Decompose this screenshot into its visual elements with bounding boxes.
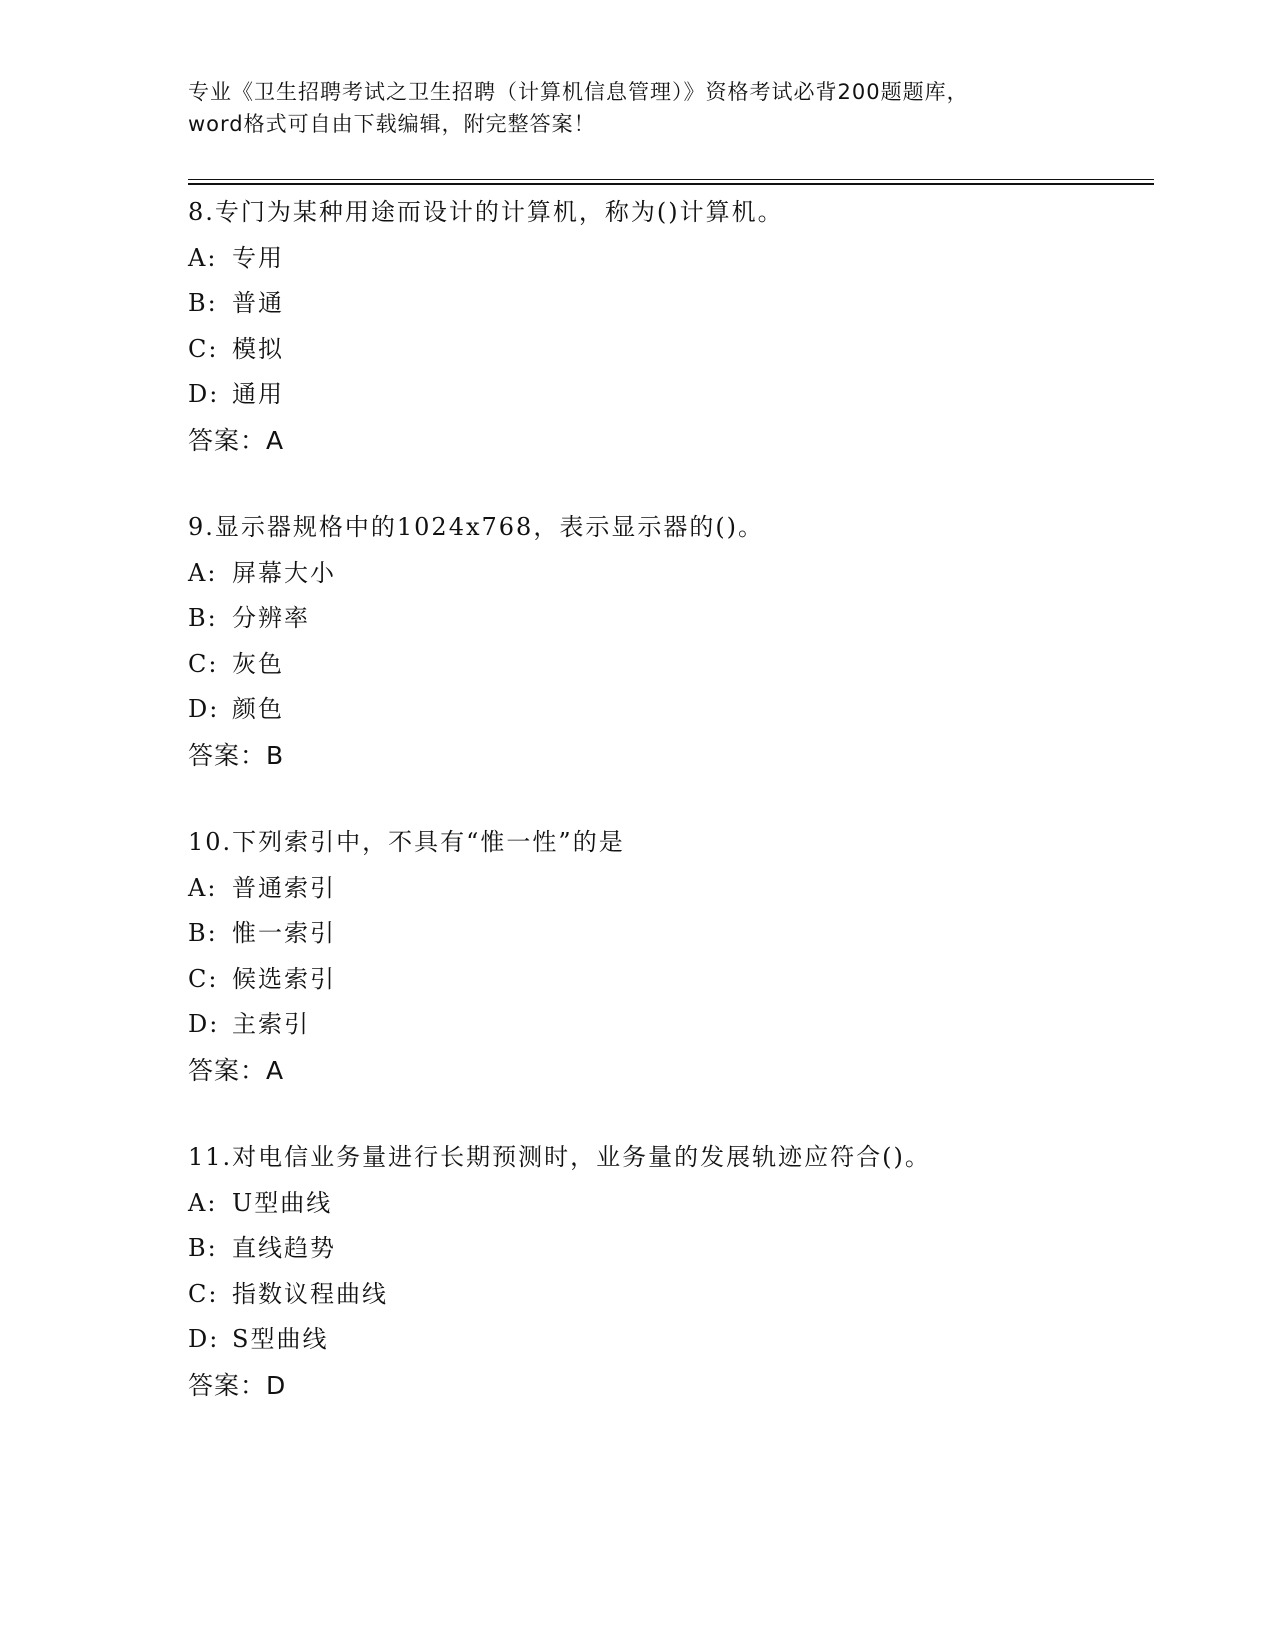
option-text: 通用	[232, 380, 284, 408]
option-letter: C:	[188, 649, 219, 678]
option-d	[188, 1002, 1148, 1048]
option-text: S型曲线	[232, 1325, 329, 1353]
answer-line	[188, 418, 1148, 464]
answer-label: 答案：	[188, 740, 267, 770]
option-letter: A:	[188, 1188, 218, 1217]
option-text: 颜色	[232, 695, 284, 723]
option-a	[188, 551, 1148, 597]
question-text: 9.显示器规格中的1024x768，表示显示器的()。	[188, 513, 765, 541]
answer-line	[188, 733, 1148, 779]
option-b	[188, 281, 1148, 327]
option-text: 模拟	[232, 334, 284, 363]
option-letter: A:	[188, 558, 218, 587]
option-b	[188, 596, 1148, 642]
option-letter: C:	[188, 334, 219, 363]
question-text: 8.专门为某种用途而设计的计算机，称为()计算机。	[188, 198, 784, 226]
option-d	[188, 1317, 1148, 1363]
option-text: 直线趋势	[232, 1234, 336, 1262]
option-letter: A:	[188, 873, 218, 902]
option-letter: D:	[188, 1010, 220, 1038]
option-letter: D:	[188, 695, 220, 723]
answer-line	[188, 1363, 1148, 1409]
option-b	[188, 911, 1148, 957]
question-9	[188, 505, 1148, 778]
option-c	[188, 642, 1148, 688]
option-letter: B:	[188, 1234, 218, 1262]
answer-label: 答案：	[188, 1370, 267, 1400]
option-d	[188, 372, 1148, 418]
question-text: 10.下列索引中，不具有“惟一性”的是	[188, 828, 625, 856]
option-text: 普通	[232, 289, 284, 317]
option-text: 惟一索引	[232, 919, 336, 947]
option-letter: B:	[188, 289, 218, 317]
answer-value: A	[266, 425, 284, 455]
option-c	[188, 1272, 1148, 1318]
answer-value: B	[266, 740, 284, 770]
answer-line	[188, 1048, 1148, 1094]
option-letter: A:	[188, 243, 218, 272]
header-title-line-1: 专业《卫生招聘考试之卫生招聘（计算机信息管理）》资格考试必背200题题库，	[188, 80, 969, 104]
option-b	[188, 1226, 1148, 1272]
header-divider-thin	[188, 179, 1154, 180]
question-11	[188, 1135, 1148, 1408]
option-letter: D:	[188, 380, 220, 408]
option-text: 普通索引	[232, 873, 336, 902]
option-letter: B:	[188, 919, 218, 947]
option-a	[188, 866, 1148, 912]
question-10	[188, 820, 1148, 1093]
option-d	[188, 687, 1148, 733]
answer-label: 答案：	[188, 425, 267, 455]
option-letter: D:	[188, 1325, 220, 1353]
option-c	[188, 957, 1148, 1003]
option-text: U型曲线	[232, 1188, 333, 1217]
option-text: 主索引	[232, 1010, 310, 1038]
question-8	[188, 190, 1148, 463]
answer-value: D	[266, 1370, 286, 1400]
question-text: 11.对电信业务量进行长期预测时，业务量的发展轨迹应符合()。	[188, 1143, 931, 1171]
question-list	[188, 190, 1148, 1450]
option-letter: C:	[188, 964, 219, 993]
option-text: 专用	[232, 243, 284, 272]
option-text: 灰色	[232, 649, 284, 678]
option-text: 候选索引	[232, 964, 336, 993]
option-c	[188, 327, 1148, 373]
option-a	[188, 236, 1148, 282]
answer-label: 答案：	[188, 1055, 267, 1085]
header-divider-thick	[188, 183, 1154, 185]
option-text: 指数议程曲线	[232, 1279, 388, 1308]
header-title-line-2: word格式可自由下载编辑，附完整答案！	[188, 112, 596, 136]
option-a	[188, 1181, 1148, 1227]
answer-value: A	[266, 1055, 284, 1085]
option-letter: B:	[188, 604, 218, 632]
document-header	[188, 76, 1088, 140]
option-text: 屏幕大小	[232, 558, 336, 587]
option-text: 分辨率	[232, 604, 310, 632]
option-letter: C:	[188, 1279, 219, 1308]
